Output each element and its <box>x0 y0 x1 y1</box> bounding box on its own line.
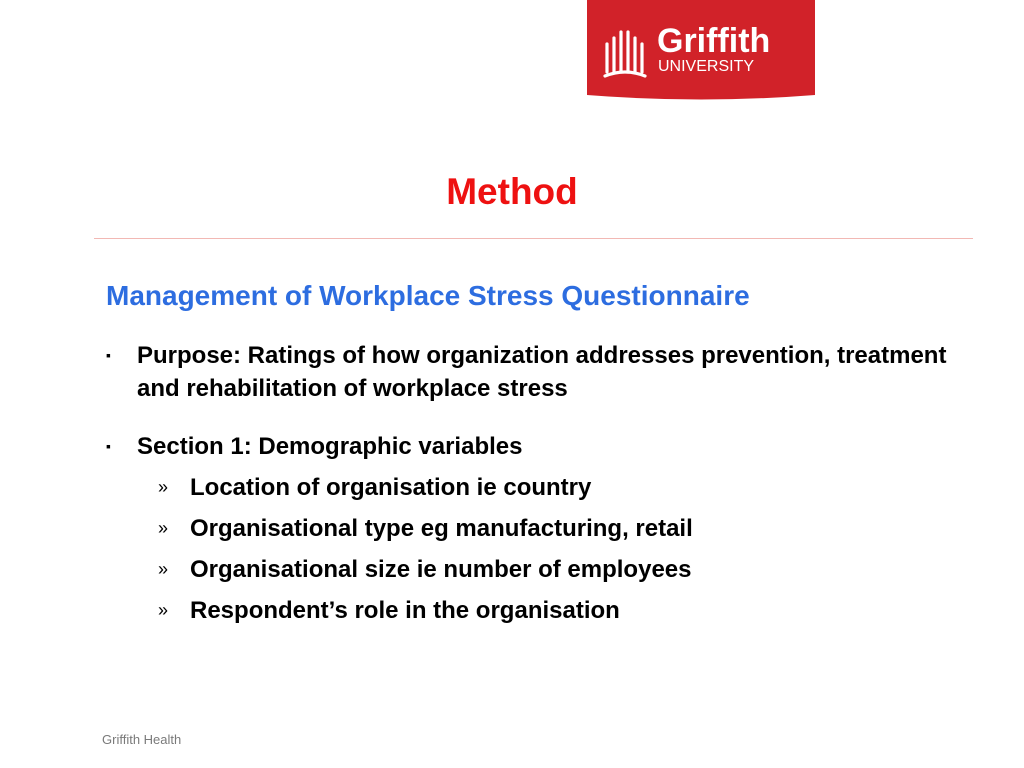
griffith-university-logo <box>587 0 815 102</box>
square-bullet-icon: ▪ <box>106 438 111 454</box>
section-subtitle: Management of Workplace Stress Questionnaire <box>106 280 750 311</box>
bullet-text: Section 1: Demographic variables <box>137 433 523 460</box>
logo-subname: UNIVERSITY <box>658 58 755 75</box>
square-bullet-icon: ▪ <box>106 347 111 363</box>
chevron-bullet-icon: » <box>158 559 169 579</box>
sub-bullet-text: Organisational type eg manufacturing, retail <box>190 515 693 542</box>
footer-label: Griffith Health <box>102 732 182 747</box>
sub-bullet-text: Location of organisation ie country <box>190 474 592 501</box>
sub-bullet-text: Respondent’s role in the organisation <box>190 597 620 624</box>
logo-name: Griffith <box>657 22 771 60</box>
title-divider <box>94 238 973 239</box>
chevron-bullet-icon: » <box>158 518 169 538</box>
sub-bullet-size <box>158 553 691 586</box>
chevron-bullet-icon: » <box>158 477 169 497</box>
sub-bullet-text: Organisational size ie number of employees <box>190 556 692 583</box>
bullet-purpose <box>106 339 986 405</box>
page-title: Method <box>446 171 578 212</box>
logo-graphic <box>587 0 815 102</box>
chevron-bullet-icon: » <box>158 600 169 620</box>
sub-bullet-type <box>158 512 693 545</box>
bullet-section-1 <box>106 430 986 463</box>
sub-bullet-role <box>158 594 620 627</box>
sub-bullet-location <box>158 471 591 504</box>
bullet-text: Purpose: Ratings of how organization addresses prevention, treatment and rehabilitation of workplace stress <box>137 342 947 402</box>
